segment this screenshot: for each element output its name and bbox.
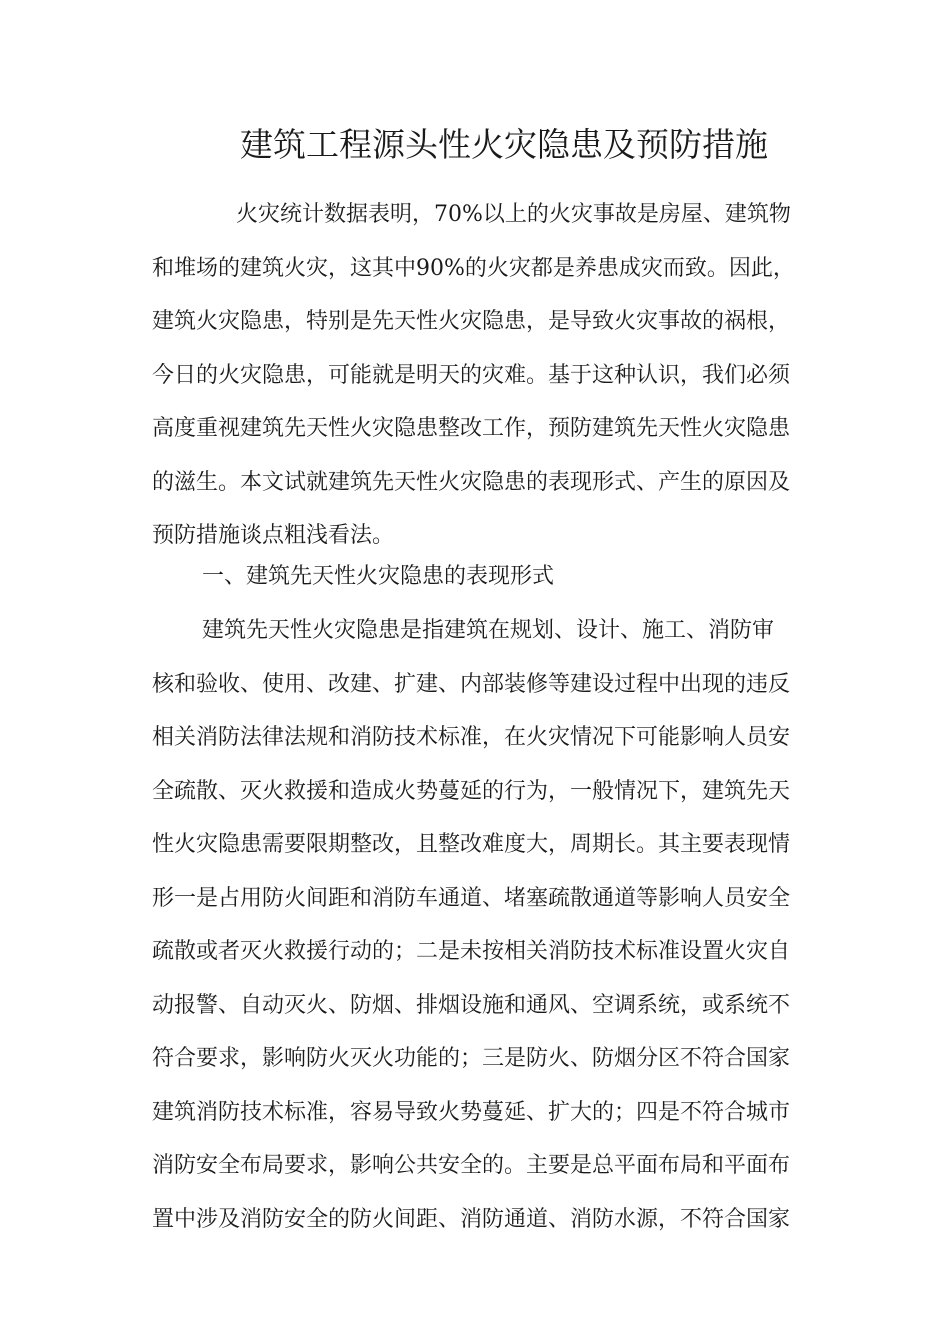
text-line: 今日的火灾隐患，可能就是明天的灾难。基于这种认识，我们必须 (152, 362, 791, 388)
text-line: 建筑消防技术标准，容易导致火势蔓延、扩大的；四是不符合城市 (152, 1099, 791, 1125)
text-line: 的滋生。本文试就建筑先天性火灾隐患的表现形式、产生的原因及 (152, 469, 791, 495)
text-line: 和堆场的建筑火灾，这其中90%的火灾都是养患成灾而致。因此， (152, 255, 795, 281)
section-heading (152, 550, 800, 604)
text-line: 动报警、自动灭火、防烟、排烟设施和通风、空调系统，或系统不 (152, 992, 791, 1018)
text-line: 符合要求，影响防火灭火功能的；三是防火、防烟分区不符合国家 (152, 1046, 791, 1071)
text-line: 形一是占用防火间距和消防车通道、堵塞疏散通道等影响人员安全 (152, 885, 791, 911)
text-line: 火灾统计数据表明，70%以上的火灾事故是房屋、建筑物 (236, 202, 791, 227)
paragraph-section1 (152, 604, 800, 1246)
text-line: 建筑先天性火灾隐患是指建筑在规划、设计、施工、消防审 (202, 618, 775, 643)
text-line: 预防措施谈点粗浅看法。 (152, 523, 395, 548)
text-line: 疏散或者灭火救援行动的；二是未按相关消防技术标准设置火灾自 (152, 939, 791, 964)
text-line: 相关消防法律法规和消防技术标准，在火灾情况下可能影响人员安 (152, 725, 791, 750)
paragraph-intro (152, 188, 800, 563)
text-line: 全疏散、灭火救援和造成火势蔓延的行为，一般情况下，建筑先天 (152, 778, 791, 804)
text-line: 建筑火灾隐患，特别是先天性火灾隐患，是导致火灾事故的祸根， (152, 309, 791, 334)
text-line: 核和验收、使用、改建、扩建、内部装修等建设过程中出现的违反 (152, 671, 791, 697)
heading-text: 一、建筑先天性火灾隐患的表现形式 (202, 564, 555, 589)
text-line: 消防安全布局要求，影响公共安全的。主要是总平面布局和平面布 (152, 1153, 791, 1178)
text-line: 性火灾隐患需要限期整改，且整改难度大，周期长。其主要表现情 (152, 832, 791, 857)
document-title: 建筑工程源头性火灾隐患及预防措施 (240, 125, 768, 164)
text-line: 置中涉及消防安全的防火间距、消防通道、消防水源，不符合国家 (152, 1206, 791, 1232)
text-line: 高度重视建筑先天性火灾隐患整改工作，预防建筑先天性火灾隐患 (152, 416, 791, 441)
